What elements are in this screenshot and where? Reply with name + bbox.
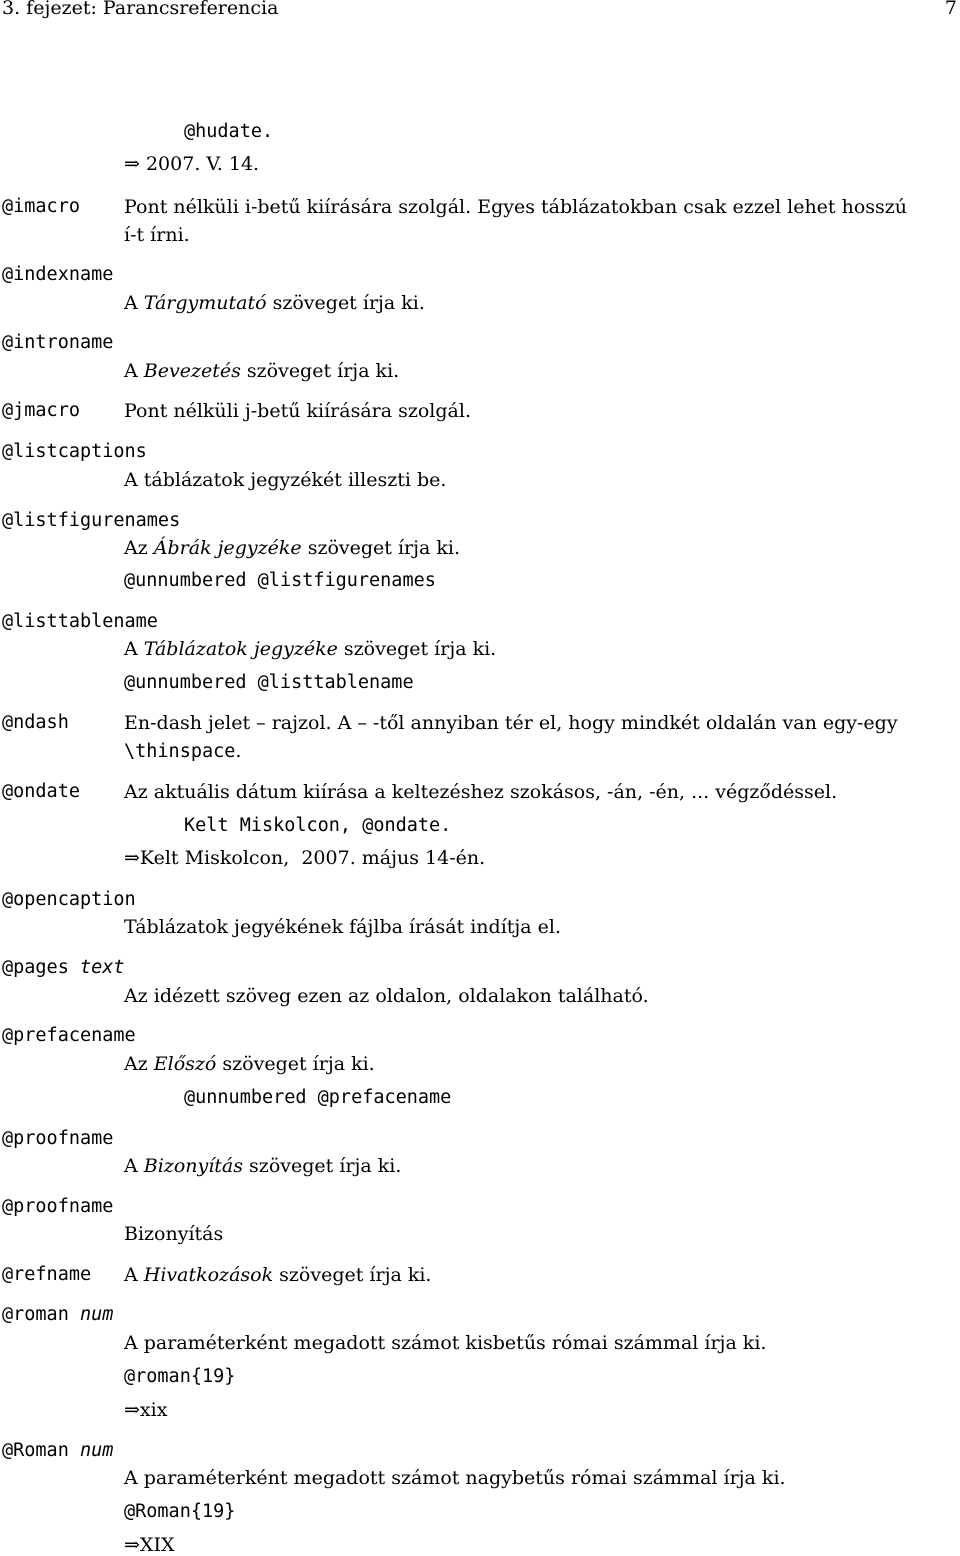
implies-arrow-icon: ⇒: [124, 1399, 140, 1421]
command-description: \thinspace.: [124, 740, 242, 762]
command-description: Táblázatok jegyékének fájlba írását indítja el.: [124, 916, 562, 938]
command-description: í-t írni.: [124, 224, 190, 246]
command-name: @pages text: [2, 957, 125, 978]
command-name: @prefacename: [2, 1025, 136, 1046]
command-description: Pont nélküli i-betű kiírására szolgál. Egyes táblázatokban csak ezzel lehet hosszú: [124, 196, 908, 218]
command-name: @roman num: [2, 1304, 114, 1325]
command-description: A Bevezetés szöveget írja ki.: [124, 360, 400, 382]
implies-arrow-icon: ⇒: [124, 153, 140, 175]
command-description: A Tárgymutató szöveget írja ki.: [124, 292, 425, 314]
command-description: A táblázatok jegyzékét illeszti be.: [124, 469, 447, 491]
command-name: @ondate: [2, 781, 80, 802]
command-description: A Hivatkozások szöveget írja ki.: [124, 1264, 432, 1286]
command-name: @proofname: [2, 1128, 114, 1149]
example-result: ⇒ 2007. V. 14.: [124, 153, 260, 175]
command-name: @Roman num: [2, 1440, 114, 1461]
example-result: ⇒Kelt Miskolcon, 2007. május 14-én.: [124, 847, 486, 869]
command-description: Bizonyítás: [124, 1223, 224, 1245]
code-example: @unnumbered @prefacename: [184, 1087, 452, 1108]
code-example: @roman{19}: [124, 1366, 236, 1387]
command-name: @refname: [2, 1264, 92, 1285]
command-description: A paraméterként megadott számot kisbetűs római számmal írja ki.: [124, 1332, 767, 1354]
running-header: 3. fejezet: Parancsreferencia: [2, 0, 279, 19]
command-name: @listcaptions: [2, 441, 147, 462]
command-description: Az Előszó szöveget írja ki.: [124, 1053, 375, 1075]
implies-arrow-icon: ⇒: [124, 847, 140, 869]
command-name: @indexname: [2, 264, 114, 285]
implies-arrow-icon: ⇒: [124, 1534, 140, 1556]
code-example: @unnumbered @listtablename: [124, 672, 414, 693]
command-description: En-dash jelet – rajzol. A – -től annyiban tér el, hogy mindkét oldalán van egy-egy: [124, 712, 898, 734]
command-description: Pont nélküli j-betű kiírására szolgál.: [124, 400, 471, 422]
code-example: Kelt Miskolcon, @ondate.: [184, 815, 452, 836]
command-description: A Bizonyítás szöveget írja ki.: [124, 1155, 402, 1177]
command-description: A paraméterként megadott számot nagybetűs római számmal írja ki.: [124, 1467, 786, 1489]
example-result: ⇒xix: [124, 1399, 168, 1421]
example-result: ⇒XIX: [124, 1534, 175, 1556]
page-number: 7: [944, 0, 957, 19]
command-description: Az Ábrák jegyzéke szöveget írja ki.: [124, 537, 461, 559]
command-description: Az idézett szöveg ezen az oldalon, oldalakon található.: [124, 985, 649, 1007]
command-name: @imacro: [2, 196, 80, 217]
code-example: @Roman{19}: [124, 1501, 236, 1522]
code-example: @unnumbered @listfigurenames: [124, 570, 436, 591]
command-name: @listtablename: [2, 611, 158, 632]
command-name: @introname: [2, 332, 114, 353]
command-description: Az aktuális dátum kiírása a keltezéshez szokásos, -án, -én, ... végződéssel.: [124, 781, 838, 803]
command-description: A Táblázatok jegyzéke szöveget írja ki.: [124, 638, 497, 660]
command-name: @jmacro: [2, 400, 80, 421]
command-name: @opencaption: [2, 889, 136, 910]
command-name: @listfigurenames: [2, 510, 181, 531]
code-example: @hudate.: [184, 121, 274, 142]
command-name: @proofname: [2, 1196, 114, 1217]
command-name: @ndash: [2, 712, 69, 733]
